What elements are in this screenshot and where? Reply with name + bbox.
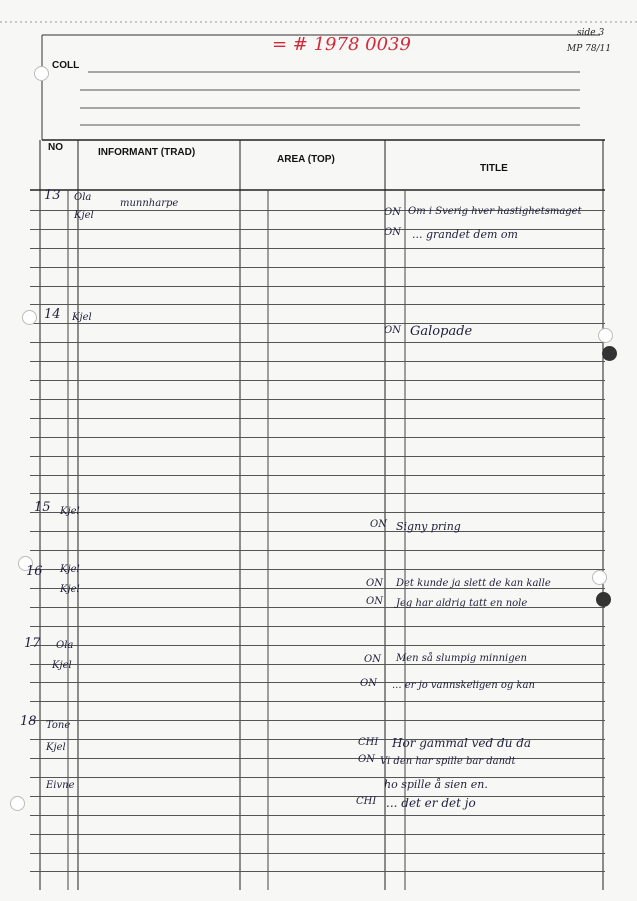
punch-hole — [598, 328, 613, 343]
entry-code: ON — [358, 754, 375, 765]
entry-number: 18 — [20, 714, 37, 729]
punch-hole — [602, 346, 617, 361]
entry-code: ON — [384, 227, 401, 238]
ruled-line — [30, 853, 605, 854]
entry-title: ho spille å sien en. — [384, 778, 488, 791]
ruled-line — [30, 418, 605, 419]
punch-hole — [596, 592, 611, 607]
entry-number: 16 — [26, 564, 43, 579]
ruled-line — [30, 323, 605, 324]
ruled-line — [30, 550, 605, 551]
entry-title: Galopade — [410, 324, 473, 339]
entry-title: ... det er det jo — [386, 796, 476, 810]
entry-title: Hor gammal ved du da — [392, 736, 532, 750]
ruled-line — [30, 796, 605, 797]
entry-number: 14 — [44, 307, 61, 322]
ruled-line — [30, 871, 605, 872]
entry-title: ... grandet dem om — [412, 228, 518, 241]
entry-title: Det kunde ja slett de kan kalle — [396, 578, 551, 589]
informant: Eivne — [46, 780, 75, 791]
entry-code: ON — [364, 654, 381, 665]
informant-note: munnharpe — [120, 198, 179, 209]
column-header-title: TITLE — [480, 163, 508, 174]
ruled-line — [30, 664, 605, 665]
ruled-line — [30, 626, 605, 627]
informant: Kjel — [72, 312, 92, 323]
collection-code: MP 78/11 — [567, 44, 612, 54]
punch-hole — [34, 66, 49, 81]
ruled-line — [30, 834, 605, 835]
ruled-line — [30, 361, 605, 362]
entry-code: ON — [384, 325, 401, 336]
ruled-line — [30, 758, 605, 759]
informant: Kjel — [60, 564, 80, 575]
entry-code: ON — [366, 596, 383, 607]
column-header-area: AREA (TOP) — [277, 154, 335, 165]
ruled-line — [30, 493, 605, 494]
ruled-line — [30, 815, 605, 816]
entry-title: Jeg har aldrig tatt en nole — [396, 598, 528, 609]
entry-title: Signy pring — [396, 520, 461, 533]
informant: Ola — [74, 192, 92, 203]
page-note: side 3 — [577, 28, 605, 38]
ruled-line — [30, 380, 605, 381]
entry-code: ON — [360, 678, 377, 689]
entry-title: Men så slumpig minnigen — [396, 653, 528, 664]
punch-hole — [22, 310, 37, 325]
entry-code: CHI — [356, 796, 377, 807]
ruled-line — [30, 645, 605, 646]
ruled-line — [30, 229, 605, 230]
entry-code: ON — [366, 578, 383, 589]
ruled-line — [30, 456, 605, 457]
ruled-line — [30, 475, 605, 476]
ruled-line — [30, 569, 605, 570]
ruled-line — [30, 437, 605, 438]
entry-code: ON — [370, 519, 387, 530]
entry-number: 17 — [24, 636, 41, 651]
entry-title: Om i Sverig hver hastighetsmaget — [408, 206, 582, 217]
informant: Ola — [56, 640, 74, 651]
accession-number: = # 1978 0039 — [272, 34, 411, 55]
coll-label: COLL — [52, 60, 80, 71]
ruled-line — [30, 720, 605, 721]
entry-number: 15 — [34, 500, 51, 515]
entry-title: Vi den har spille bar dandt — [380, 756, 516, 767]
ruled-line — [30, 304, 605, 305]
column-header-informant: INFORMANT (TRAD) — [98, 147, 196, 158]
informant: Kjel — [46, 742, 66, 753]
ruled-line — [30, 701, 605, 702]
ruled-line — [30, 267, 605, 268]
entry-code: CHI — [358, 737, 379, 748]
punch-hole — [10, 796, 25, 811]
entry-title: ... er jo vannskeligen og kan — [392, 680, 535, 691]
informant: Kjel — [74, 210, 94, 221]
informant: Kjel — [52, 660, 72, 671]
ruled-line — [30, 399, 605, 400]
informant: Kjel — [60, 584, 80, 595]
entry-number: 13 — [44, 188, 61, 203]
ruled-line — [30, 286, 605, 287]
informant: Tone — [46, 720, 71, 731]
informant: Kjel — [60, 506, 80, 517]
ruled-line — [30, 342, 605, 343]
ruled-line — [30, 531, 605, 532]
ruled-line — [30, 512, 605, 513]
ruled-line — [30, 248, 605, 249]
ruled-line — [30, 777, 605, 778]
column-header-no: NO — [48, 142, 63, 153]
entry-code: ON — [384, 207, 401, 218]
punch-hole — [592, 570, 607, 585]
